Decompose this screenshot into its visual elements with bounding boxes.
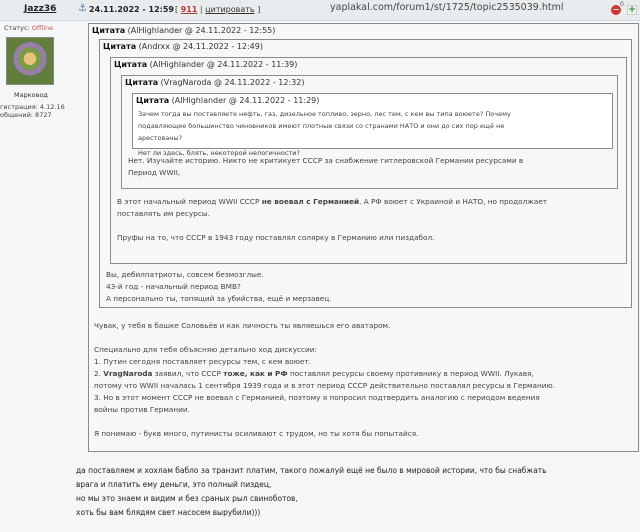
quote-3-header bbox=[114, 60, 297, 69]
text-line: арестованы? bbox=[138, 134, 183, 142]
bold-fragment: не воевал с Германией bbox=[261, 197, 360, 206]
text-fragment: поставлял ресурсы своему противнику в период WWII. Лукавя, bbox=[287, 369, 534, 378]
text-line: потому что WWII началась 1 сентября 1939 года и в этот период СССР действительно поставлял ресурсы в Германию. bbox=[94, 381, 555, 390]
text-line: врага и платить ему деньги, это полный пиздец, bbox=[76, 480, 272, 489]
text-line: Нет ли здесь, блять, некоторой нелогичности? bbox=[138, 149, 300, 157]
quote-2-text bbox=[106, 269, 626, 305]
quote-2 bbox=[99, 39, 632, 308]
text-line: Чувак, у тебя в башке Соловьёв и как личность ты являешься его аватаром. bbox=[94, 321, 391, 330]
post-number-link[interactable]: 911 bbox=[180, 5, 198, 14]
text-line: да поставляем и хохлам бабло за транзит платим, такого пожалуй ещё не было в мировой истории, что бы снабжать bbox=[76, 466, 547, 475]
quote-5-header bbox=[136, 96, 319, 105]
quote-5 bbox=[132, 93, 613, 157]
text-fragment: 2. bbox=[94, 369, 104, 378]
minus-circle-icon[interactable]: − bbox=[612, 5, 620, 14]
quote-5-text bbox=[138, 108, 608, 159]
quote-4 bbox=[121, 75, 618, 189]
username-link[interactable]: Jazz36 bbox=[24, 4, 57, 14]
quote-label: Цитата bbox=[103, 42, 137, 51]
user-status bbox=[4, 24, 53, 32]
text-line: Вы, дебилпатриоты, совсем безмозглые. bbox=[106, 270, 264, 279]
quote-1 bbox=[88, 23, 639, 452]
post-body bbox=[80, 21, 640, 532]
rating-value: 0 bbox=[620, 1, 624, 8]
quote-3-text bbox=[117, 196, 622, 244]
text-line: хоть бы вам блядям свет насосем вырубили))) bbox=[76, 508, 261, 517]
text-line: 3. Но в этот момент СССР не воевал с Германией, поэтому я попросил подтвердить аналогию с периодом ведения bbox=[94, 393, 540, 402]
post-number-group bbox=[175, 5, 260, 14]
quote-label: Цитата bbox=[114, 60, 148, 69]
text-line: Я понимаю - букв много, путинисты осиливают с трудом, но ты хотя бы попытайся. bbox=[94, 429, 419, 438]
text-line: войны против Германии. bbox=[94, 405, 190, 414]
quote-2-header bbox=[103, 42, 263, 51]
text-line: поставлять им ресурсы. bbox=[117, 209, 210, 218]
text-line: 1. Путин сегодня поставляет ресурсы тем, с кем воюет. bbox=[94, 357, 311, 366]
quote-label: Цитата bbox=[92, 26, 126, 35]
post-date: 24.11.2022 - 12:59 bbox=[89, 5, 174, 14]
text-line: Период WWII, bbox=[128, 168, 181, 177]
user-rank: Марковод bbox=[14, 91, 48, 99]
page-url: yaplakal.com/forum1/st/1725/topic2535039.html bbox=[330, 2, 564, 13]
quote-meta: (AlHighlander @ 24.11.2022 - 11:29) bbox=[171, 96, 320, 105]
text-line: но мы это знаем и видим и без сраных рыл свиноботов, bbox=[76, 494, 298, 503]
reply-text bbox=[76, 464, 547, 520]
quote-label: Цитата bbox=[125, 78, 159, 87]
quote-3 bbox=[110, 57, 627, 264]
text-line: Нет. Изучайте историю. Никто не критикует СССР за снабжение гитлеровской Германии ресурсами в bbox=[128, 156, 524, 165]
text-fragment: заявил, что СССР bbox=[152, 369, 224, 378]
text-fragment: В этот начальный период WWII СССР bbox=[117, 197, 262, 206]
registration-date: гистрация: 4.12.16 bbox=[0, 103, 65, 111]
quote-1-text bbox=[94, 320, 634, 440]
quote-meta: (AlHighlander @ 24.11.2022 - 12:55) bbox=[127, 26, 276, 35]
cite-link[interactable]: цитировать bbox=[205, 5, 255, 14]
separator: | bbox=[199, 5, 203, 14]
avatar[interactable] bbox=[6, 37, 54, 85]
quote-meta: (AlHighlander @ 24.11.2022 - 11:39) bbox=[149, 60, 298, 69]
plus-button[interactable]: + bbox=[628, 5, 636, 15]
quote-1-header bbox=[92, 26, 275, 35]
text-line: подавляющее большинство чиновников имеют плотные связи со странами НАТО и они до сих пор ещё не bbox=[138, 122, 505, 130]
text-line bbox=[94, 368, 634, 380]
text-line bbox=[117, 196, 622, 208]
quote-label: Цитата bbox=[136, 96, 170, 105]
text-line: 43-й год - начальный период ВМВ? bbox=[106, 282, 241, 291]
text-line: А персонально ты, топящий за убийства, ещё и мерзавец. bbox=[106, 294, 332, 303]
text-fragment: . А РФ воюет с Украиной и НАТО, но продолжает bbox=[359, 197, 548, 206]
quote-4-header bbox=[125, 78, 304, 87]
text-line: Специально для тебя объясняю детально ход дискуссии: bbox=[94, 345, 317, 354]
quote-meta: (Andrxx @ 24.11.2022 - 12:49) bbox=[138, 42, 263, 51]
user-sidebar bbox=[0, 21, 80, 532]
bold-fragment: тоже, как и РФ bbox=[223, 369, 288, 378]
text-line: Пруфы на то, что СССР в 1943 году поставлял солярку в Германию или пиздабол. bbox=[117, 233, 435, 242]
message-count: общений: 8727 bbox=[0, 111, 52, 119]
username-mention: VragNaroda bbox=[103, 369, 153, 378]
quote-4-text bbox=[128, 155, 613, 179]
status-value: Offline bbox=[31, 24, 54, 32]
status-label: Статус: bbox=[4, 24, 30, 32]
anchor-icon[interactable]: ⚓ bbox=[78, 3, 87, 14]
bracket-close: ] bbox=[257, 5, 261, 14]
post-header bbox=[0, 0, 640, 21]
bracket-open: [ bbox=[175, 5, 179, 14]
quote-meta: (VragNaroda @ 24.11.2022 - 12:32) bbox=[160, 78, 305, 87]
text-line: Зачем тогда вы поставляете нефть, газ, дизельное топливо, зерно, лес тем, с кем вы типа воюете? Почему bbox=[138, 110, 511, 118]
